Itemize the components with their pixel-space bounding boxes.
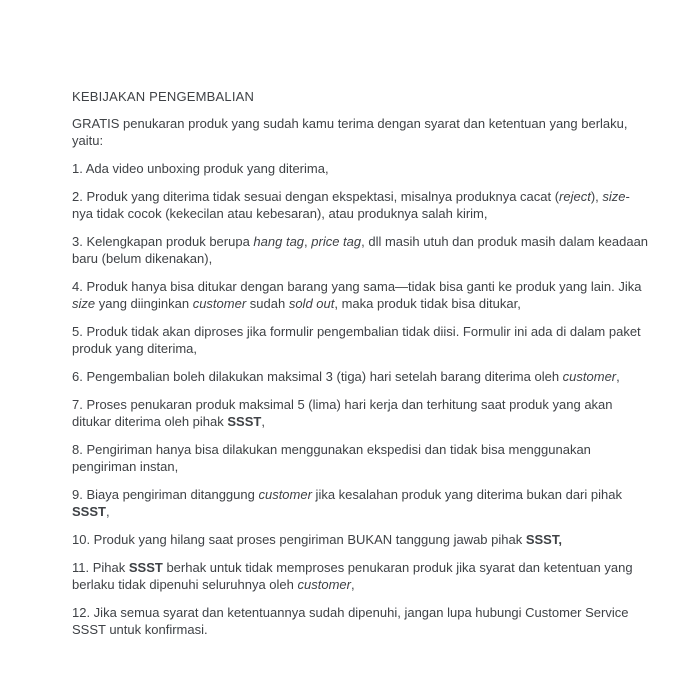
policy-item [72, 278, 650, 312]
policy-item [72, 486, 650, 520]
plain-text: 5. Produk tidak akan diproses jika formulir pengembalian tidak diisi. Formulir ini ada di dalam paket produk yang diterima, [72, 324, 641, 356]
italic-text: customer [258, 487, 312, 502]
plain-text: , [616, 369, 620, 384]
plain-text: -nya tidak cocok (kekecilan atau kebesaran), atau produknya salah kirim, [72, 189, 630, 221]
plain-text: yang diinginkan [95, 296, 193, 311]
italic-text: hang tag [253, 234, 305, 249]
return-policy-document [72, 88, 650, 649]
bold-text: SSST, [525, 532, 562, 547]
plain-text: 8. Pengiriman hanya bisa dilakukan menggunakan ekspedisi dan tidak bisa menggunakan pengiriman instan, [72, 442, 591, 474]
plain-text: 9. Biaya pengiriman ditanggung [72, 487, 259, 502]
policy-list [72, 160, 650, 638]
plain-text: 4. Produk hanya bisa ditukar dengan barang yang sama—tidak bisa ganti ke produk yang lain. Jika [72, 279, 642, 294]
policy-item [72, 160, 650, 177]
bold-text: SSST [72, 504, 106, 519]
plain-text: , maka produk tidak bisa ditukar, [334, 296, 521, 311]
plain-text: , [304, 234, 312, 249]
plain-text: 11. Pihak [72, 560, 129, 575]
policy-item [72, 188, 650, 222]
italic-text: size [602, 189, 626, 204]
plain-text: ), [590, 189, 603, 204]
plain-text: , [105, 504, 110, 519]
bold-text: SSST [227, 414, 262, 429]
policy-item [72, 441, 650, 475]
policy-item [72, 323, 650, 357]
plain-text: 1. Ada video unboxing produk yang diterima, [72, 161, 329, 176]
italic-text: size [72, 296, 96, 311]
policy-title: KEBIJAKAN PENGEMBALIAN [72, 89, 255, 104]
policy-item [72, 559, 650, 593]
plain-text: jika kesalahan produk yang diterima bukan dari pihak [311, 487, 622, 502]
plain-text: 2. Produk yang diterima tidak sesuai dengan ekspektasi, misalnya produknya cacat ( [72, 189, 560, 204]
plain-text: , dll masih utuh dan produk masih dalam keadaan baru (belum dikenakan), [72, 234, 649, 266]
policy-item [72, 396, 650, 430]
italic-text: sold out [288, 296, 335, 311]
plain-text: 10. Produk yang hilang saat proses pengiriman BUKAN tanggung jawab pihak [72, 532, 526, 547]
plain-text: GRATIS penukaran produk yang sudah kamu terima dengan syarat dan ketentuan yang berlaku, yaitu: [72, 116, 628, 148]
plain-text: 7. Proses penukaran produk maksimal 5 (lima) hari kerja dan terhitung saat produk yang akan ditukar diterima oleh pihak [72, 397, 613, 429]
italic-text: customer [297, 577, 351, 592]
italic-text: reject [559, 189, 591, 204]
italic-text: price tag [311, 234, 362, 249]
plain-text: , [261, 414, 265, 429]
plain-text: , [350, 577, 355, 592]
bold-text: SSST [128, 560, 163, 575]
plain-text: berhak untuk tidak memproses penukaran produk jika syarat dan ketentuan yang berlaku tidak dipenuhi seluruhnya oleh [72, 560, 633, 592]
policy-item [72, 604, 650, 638]
italic-text: customer [192, 296, 247, 311]
policy-item [72, 233, 650, 267]
plain-text: 12. Jika semua syarat dan ketentuannya sudah dipenuhi, jangan lupa hubungi Customer Service SSST untuk konfirmasi. [72, 605, 629, 637]
plain-text: 6. Pengembalian boleh dilakukan maksimal 3 (tiga) hari setelah barang diterima oleh [72, 369, 563, 384]
policy-intro [72, 115, 650, 149]
italic-text: customer [562, 369, 617, 384]
policy-item [72, 368, 650, 385]
plain-text: 3. Kelengkapan produk berupa [72, 234, 254, 249]
plain-text: sudah [246, 296, 289, 311]
policy-item [72, 531, 650, 548]
